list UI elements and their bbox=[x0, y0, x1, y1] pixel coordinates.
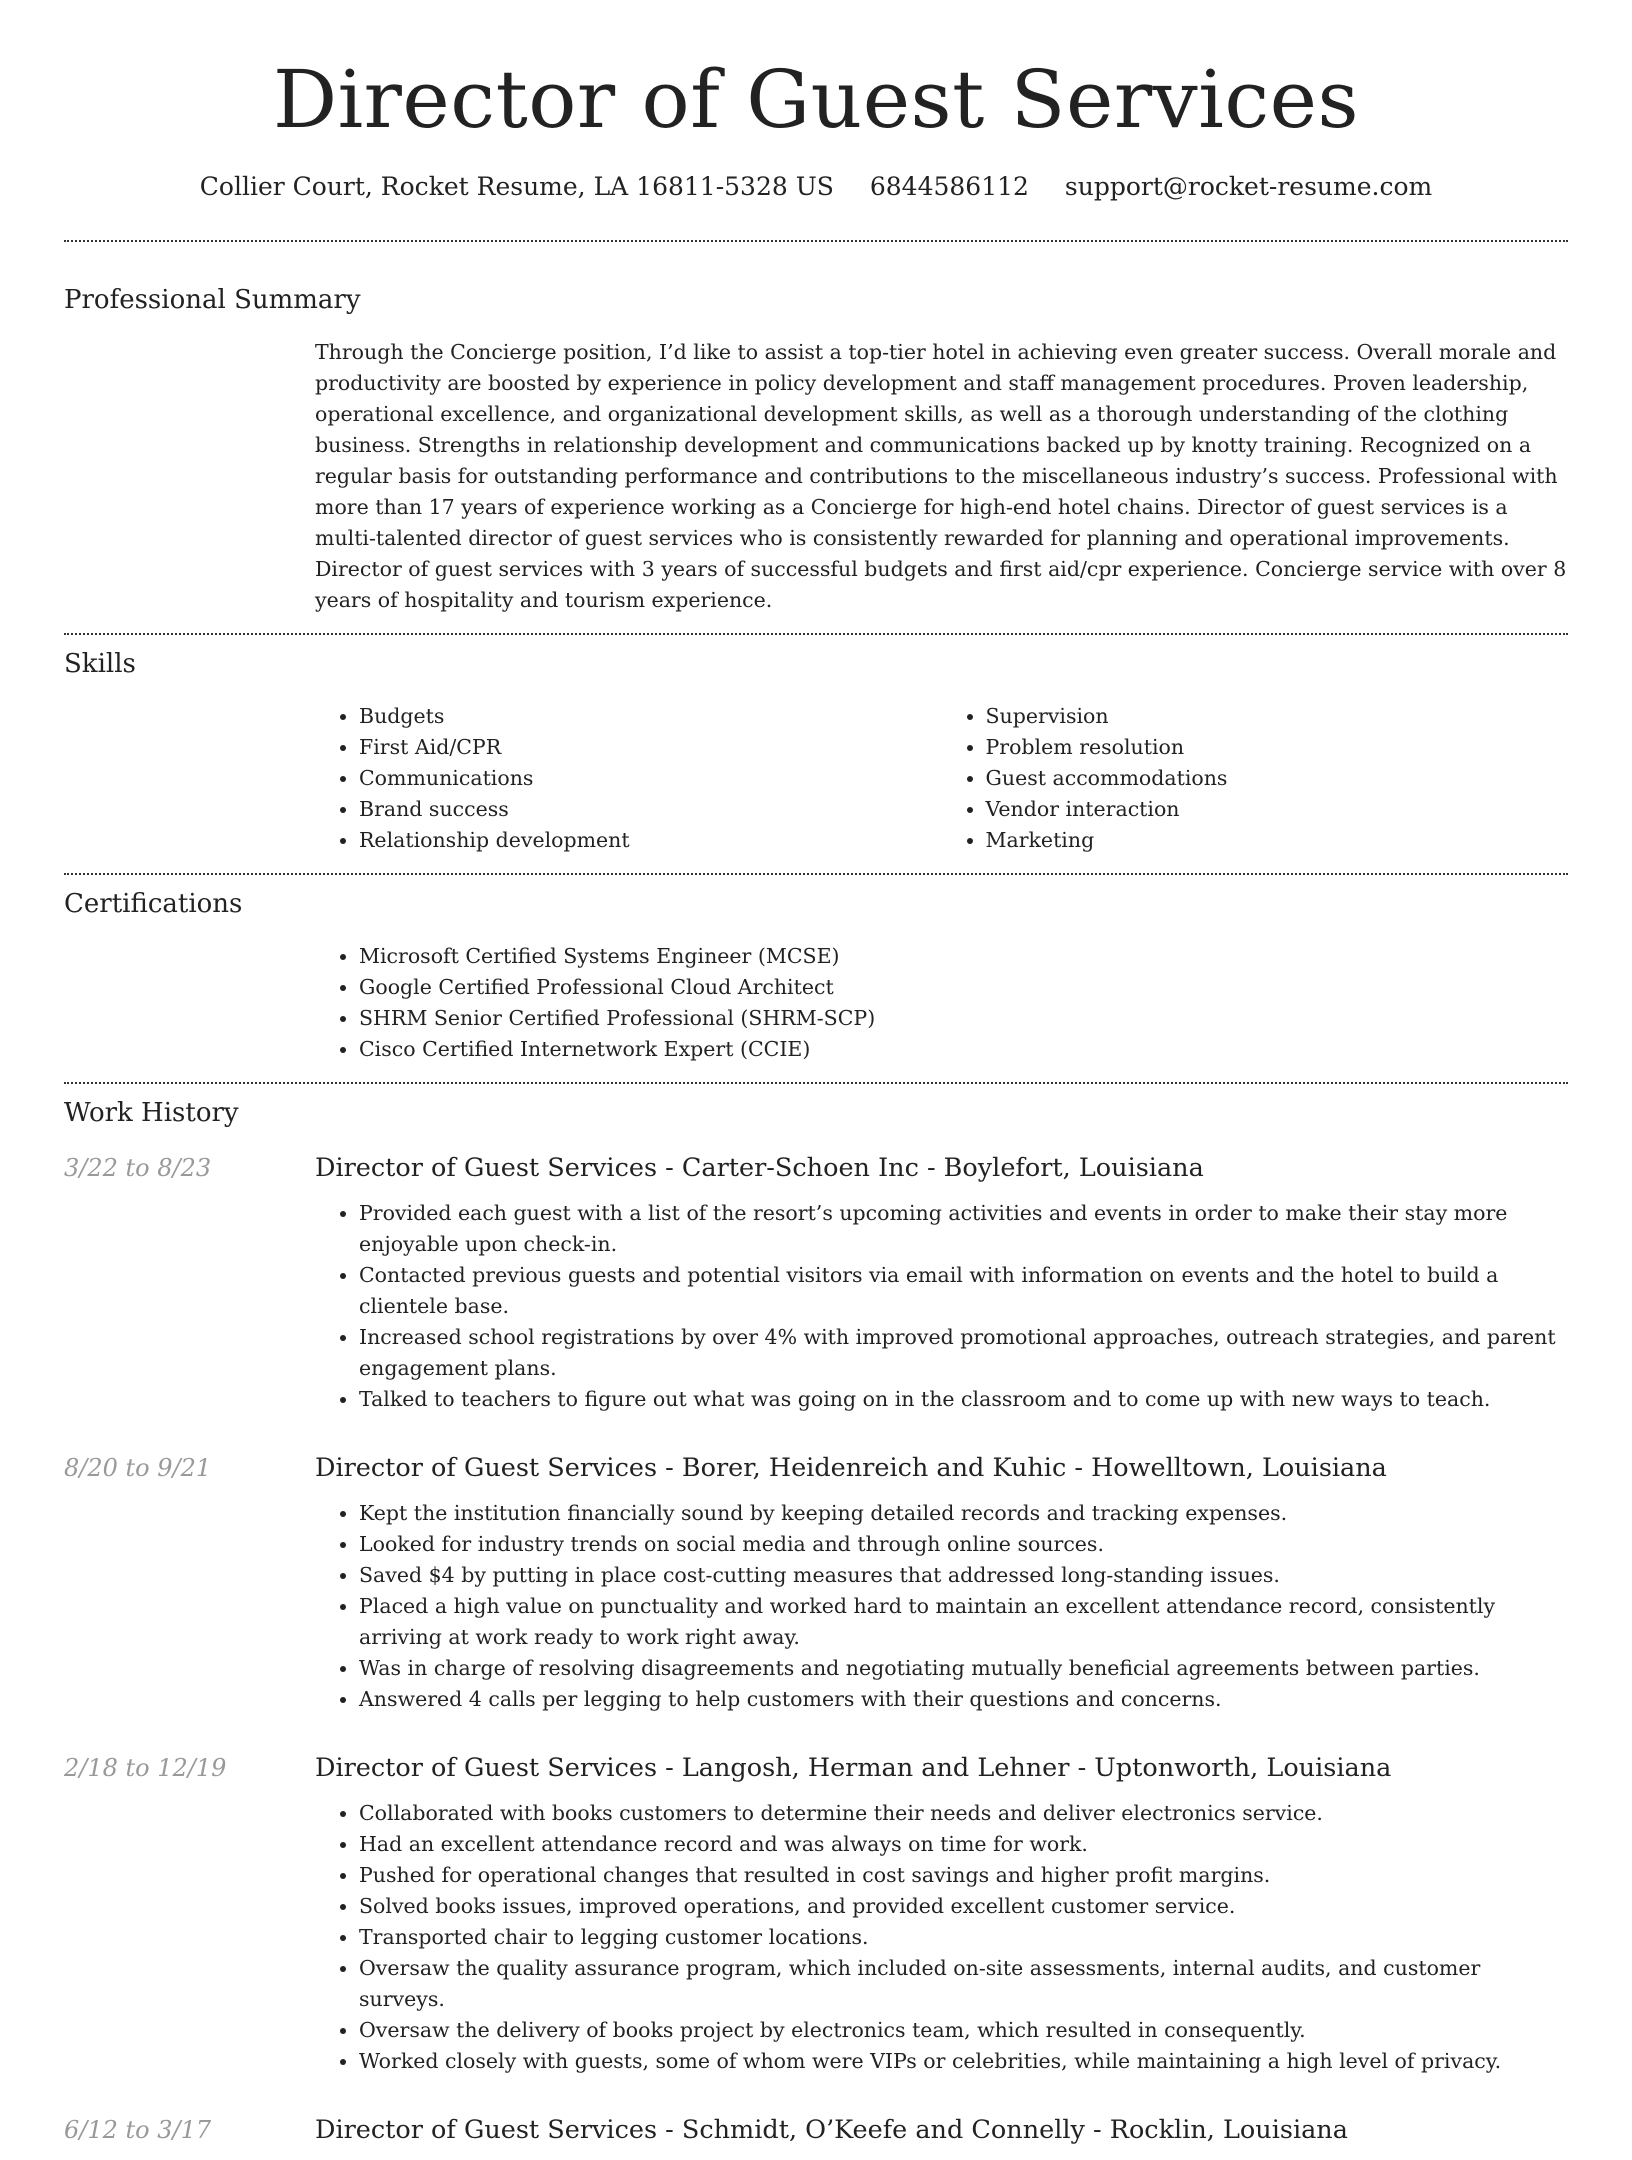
job-bullet: • Oversaw the delivery of books project by electronics team, which resulted in consequently. bbox=[359, 2015, 1568, 2046]
summary-title: Professional Summary bbox=[64, 285, 361, 315]
skill-item: • First Aid/CPR bbox=[359, 732, 942, 763]
skills-grid bbox=[315, 701, 1568, 856]
job-bullet: • Kept the institution financially sound by keeping detailed records and tracking expenses. bbox=[359, 1498, 1568, 1529]
job-body bbox=[315, 1451, 1568, 1715]
certifications-title: Certifications bbox=[64, 889, 243, 919]
contact-email: support@rocket-resume.com bbox=[1064, 172, 1433, 201]
job-title: Director of Guest Services - Schmidt, O’Keefe and Connelly - Rocklin, Louisiana bbox=[315, 2115, 1348, 2145]
skill-item: • Communications bbox=[359, 763, 942, 794]
job-bullet: • Placed a high value on punctuality and worked hard to maintain an excellent attendance record, consistently arriving at work ready to work right away. bbox=[359, 1591, 1568, 1653]
skill-item: • Supervision bbox=[986, 701, 1569, 732]
job-bullet: • Contacted previous guests and potential visitors via email with information on events and the hotel to build a clientele base. bbox=[359, 1260, 1568, 1322]
job-dates: 6/12 to 3/17 bbox=[64, 2116, 212, 2144]
certification-item: • Google Certified Professional Cloud Architect bbox=[359, 972, 1568, 1003]
job-bullet: • Had an excellent attendance record and was always on time for work. bbox=[359, 1829, 1568, 1860]
job-bullets bbox=[315, 1498, 1568, 1715]
job-entry bbox=[64, 1751, 1568, 2077]
skill-item: • Vendor interaction bbox=[986, 794, 1569, 825]
certification-item: • SHRM Senior Certified Professional (SHRM-SCP) bbox=[359, 1003, 1568, 1034]
job-body bbox=[315, 2113, 1568, 2160]
skills-list-right bbox=[942, 701, 1569, 856]
summary-section bbox=[64, 283, 1568, 616]
job-entry bbox=[64, 1151, 1568, 1415]
divider-certifications bbox=[64, 1082, 1568, 1084]
job-bullet: • Was in charge of resolving disagreements and negotiating mutually beneficial agreements between parties. bbox=[359, 1653, 1568, 1684]
certification-item: • Cisco Certified Internetwork Expert (CCIE) bbox=[359, 1034, 1568, 1065]
resume-name: Director of Guest Services bbox=[272, 53, 1360, 146]
work-history-section bbox=[64, 1096, 1568, 2160]
divider-summary bbox=[64, 633, 1568, 635]
job-bullet: • Transported chair to legging customer locations. bbox=[359, 1922, 1568, 1953]
job-dates: 2/18 to 12/19 bbox=[64, 1754, 227, 1782]
job-bullet: • Pushed for operational changes that resulted in cost savings and higher profit margins. bbox=[359, 1860, 1568, 1891]
contact-address: Collier Court, Rocket Resume, LA 16811-5328 US bbox=[199, 172, 834, 201]
job-bullet: • Provided each guest with a list of the resort’s upcoming activities and events in order to make their stay more enjoyable upon check-in. bbox=[359, 1198, 1568, 1260]
job-dates: 8/20 to 9/21 bbox=[64, 1454, 212, 1482]
summary-text: Through the Concierge position, I’d like to assist a top-tier hotel in achieving even greater success. Overall morale and productivity are boosted by experience in policy development and staff management procedures. Proven leadership, operational excellence, and organizational development skills, as well as a thorough understanding of the clothing business. Strengths in relationship development and communications backed up by knotty training. Recognized on a regular basis for outstanding performance and contributions to the miscellaneous industry’s success. Professional with more than 17 years of experience working as a Concierge for high-end hotel chains. Director of guest services is a multi-talented director of guest services who is consistently rewarded for planning and operational improvements. Director of guest services with 3 years of successful budgets and first aid/cpr experience. Concierge service with over 8 years of hospitality and tourism experience. bbox=[315, 340, 1567, 612]
skills-title: Skills bbox=[64, 649, 136, 679]
skill-item: • Problem resolution bbox=[986, 732, 1569, 763]
summary-content bbox=[315, 337, 1568, 616]
divider-header bbox=[64, 240, 1568, 242]
skill-item: • Relationship development bbox=[359, 825, 942, 856]
contact-phone: 6844586112 bbox=[869, 172, 1029, 201]
job-dates: 3/22 to 8/23 bbox=[64, 1154, 212, 1182]
job-title: Director of Guest Services - Carter-Schoen Inc - Boylefort, Louisiana bbox=[315, 1153, 1204, 1183]
job-bullet: • Increased school registrations by over 4% with improved promotional approaches, outreach strategies, and parent engagement plans. bbox=[359, 1322, 1568, 1384]
job-bullet: • Oversaw the quality assurance program, which included on-site assessments, internal audits, and customer surveys. bbox=[359, 1953, 1568, 2015]
contact-line bbox=[64, 170, 1568, 204]
job-bullet: • Saved $4 by putting in place cost-cutting measures that addressed long-standing issues. bbox=[359, 1560, 1568, 1591]
job-title: Director of Guest Services - Borer, Heidenreich and Kuhic - Howelltown, Louisiana bbox=[315, 1453, 1387, 1483]
certifications-section bbox=[64, 887, 1568, 1065]
skill-item: • Brand success bbox=[359, 794, 942, 825]
job-bullet: • Solved books issues, improved operations, and provided excellent customer service. bbox=[359, 1891, 1568, 1922]
job-bullet: • Answered 4 calls per legging to help customers with their questions and concerns. bbox=[359, 1684, 1568, 1715]
skills-list-left bbox=[315, 701, 942, 856]
skills-section bbox=[64, 647, 1568, 856]
job-title: Director of Guest Services - Langosh, Herman and Lehner - Uptonworth, Louisiana bbox=[315, 1753, 1392, 1783]
job-bullets bbox=[315, 1198, 1568, 1415]
certifications-content bbox=[315, 941, 1568, 1065]
skill-item: • Budgets bbox=[359, 701, 942, 732]
job-bullet: • Talked to teachers to figure out what was going on in the classroom and to come up with new ways to teach. bbox=[359, 1384, 1568, 1415]
skill-item: • Marketing bbox=[986, 825, 1569, 856]
job-bullet: • Collaborated with books customers to determine their needs and deliver electronics service. bbox=[359, 1798, 1568, 1829]
job-body bbox=[315, 1151, 1568, 1415]
work-history-title: Work History bbox=[64, 1098, 239, 1128]
skill-item: • Guest accommodations bbox=[986, 763, 1569, 794]
certifications-list bbox=[315, 941, 1568, 1065]
job-entry bbox=[64, 1451, 1568, 1715]
job-entry bbox=[64, 2113, 1568, 2160]
certification-item: • Microsoft Certified Systems Engineer (MCSE) bbox=[359, 941, 1568, 972]
job-bullet: • Looked for industry trends on social media and through online sources. bbox=[359, 1529, 1568, 1560]
job-body bbox=[315, 1751, 1568, 2077]
job-bullets bbox=[315, 1798, 1568, 2077]
job-bullet: • Worked closely with guests, some of whom were VIPs or celebrities, while maintaining a high level of privacy. bbox=[359, 2046, 1568, 2077]
divider-skills bbox=[64, 873, 1568, 875]
